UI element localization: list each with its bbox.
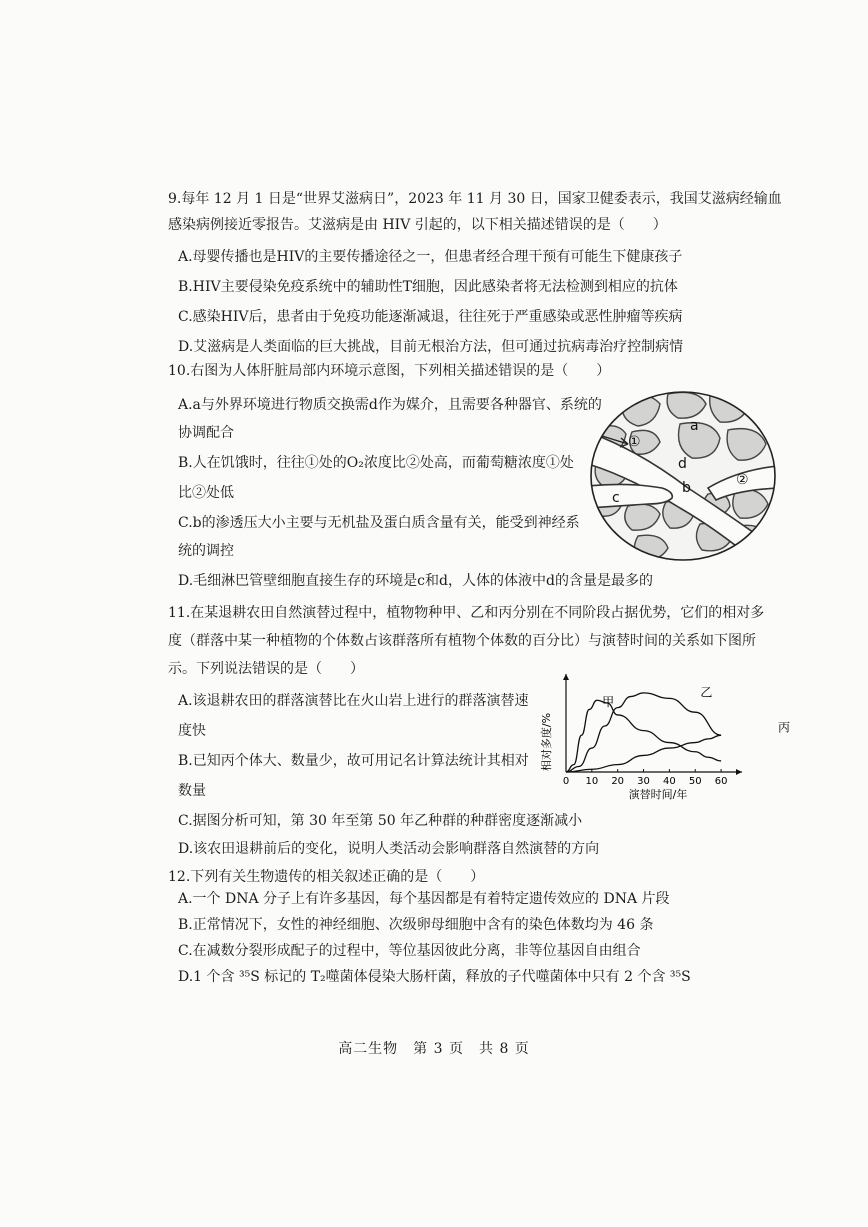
q11-stem-line1: 11.在某退耕农田自然演替过程中，植物物种甲、乙和丙分别在不同阶段占据优势，它们的相对多 xyxy=(168,605,765,621)
label-d: d xyxy=(678,456,687,472)
label-circle-1: ① xyxy=(628,434,641,450)
chart-x-tick-label: 20 xyxy=(611,776,625,787)
chart-x-tick-label: 10 xyxy=(585,776,599,787)
chart-series-line-3 xyxy=(566,735,721,772)
chart-series-line-1 xyxy=(566,700,721,772)
chart-x-tick-label: 50 xyxy=(688,776,702,787)
chart-y-axis-label: 相对多度/% xyxy=(540,712,553,772)
q10-stem: 10.右图为人体肝脏局部内环境示意图，下列相关描述错误的是（ ） xyxy=(168,363,611,379)
q11-stem-line2: 度（群落中某一种植物的个体数占该群落所有植物个体数的百分比）与演替时间的关系如下图所 xyxy=(168,633,756,649)
q9-option-d: D.艾滋病是人类面临的巨大挑战，目前无根治方法，但可通过抗病毒治疗控制病情 xyxy=(178,339,684,355)
q9-stem-line1: 9.每年 12 月 1 日是“世界艾滋病日”，2023 年 11 月 30 日，国家卫健委表示，我国艾滋病经输血 xyxy=(168,191,782,207)
q9-option-b: B.HIV主要侵染免疫系统中的辅助性T细胞，因此感染者将无法检测到相应的抗体 xyxy=(178,279,678,295)
liver-tissue-diagram xyxy=(588,390,778,562)
chart-x-axis-label: 演替时间/年 xyxy=(628,788,688,801)
q10-option-c-line2: 统的调控 xyxy=(178,543,234,559)
q11-stem-line3: 示。下列说法错误的是（ ） xyxy=(168,661,364,677)
q10-option-b-line1: B.人在饥饿时，往往①处的O₂浓度比②处高，而葡萄糖浓度①处 xyxy=(178,455,574,471)
chart-series-label-1: 甲 xyxy=(602,694,615,709)
chart-x-tick-label: 30 xyxy=(637,776,650,787)
q10-option-c-line1: C.b的渗透压大小主要与无机盐及蛋白质含量有关，能受到神经系 xyxy=(178,515,580,531)
q12-stem: 12.下列有关生物遗传的相关叙述正确的是（ ） xyxy=(168,869,485,885)
succession-line-chart xyxy=(538,670,790,805)
q9-stem-line2: 感染病例接近零报告。艾滋病是由 HIV 引起的，以下相关描述错误的是（ ） xyxy=(168,217,667,233)
q11-option-d: D.该农田退耕前后的变化，说明人类活动会影响群落自然演替的方向 xyxy=(178,841,600,857)
q11-option-b-line1: B.已知丙个体大、数量少，故可用记名计算法统计其相对 xyxy=(178,753,529,769)
page-footer: 高二生物 第 3 页 共 8 页 xyxy=(338,1041,530,1057)
q9-option-a: A.母婴传播也是HIV的主要传播途径之一，但患者经合理干预有可能生下健康孩子 xyxy=(178,249,683,265)
q11-option-b-line2: 数量 xyxy=(178,783,206,799)
label-b: b xyxy=(682,480,691,496)
chart-series-label-2: 乙 xyxy=(700,685,713,700)
q11-option-c: C.据图分析可知，第 30 年至第 50 年乙种群的种群密度逐渐减小 xyxy=(178,813,583,829)
q11-option-a-line1: A.该退耕农田的群落演替比在火山岩上进行的群落演替速 xyxy=(178,693,529,709)
q10-option-a-line2: 协调配合 xyxy=(178,425,234,441)
q10-option-a-line1: A.a与外界环境进行物质交换需d作为媒介，且需要各种器官、系统的 xyxy=(178,397,602,413)
chart-x-tick-label: 0 xyxy=(562,776,570,787)
q10-option-d: D.毛细淋巴管壁细胞直接生存的环境是c和d，人体的体液中d的含量是最多的 xyxy=(178,573,653,589)
q12-option-a: A.一个 DNA 分子上有许多基因，每个基因都是有着特定遗传效应的 DNA 片段 xyxy=(178,891,670,907)
q9-option-c: C.感染HIV后，患者由于免疫功能逐渐减退，往往死于严重感染或恶性肿瘤等疾病 xyxy=(178,309,683,325)
chart-y-arrow xyxy=(563,674,569,680)
q12-option-c: C.在减数分裂形成配子的过程中，等位基因彼此分离，非等位基因自由组合 xyxy=(178,943,641,959)
chart-x-arrow xyxy=(736,769,742,775)
label-circle-2: ② xyxy=(736,472,749,488)
q10-option-b-line2: 比②处低 xyxy=(178,485,234,501)
hepatocyte-cells xyxy=(588,390,778,562)
q12-option-d: D.1 个含 ³⁵S 标记的 T₂噬菌体侵染大肠杆菌，释放的子代噬菌体中只有 2 个含 ³⁵S xyxy=(178,969,691,985)
chart-x-tick-label: 60 xyxy=(714,776,728,787)
chart-series-line-2 xyxy=(566,693,721,772)
q12-option-b: B.正常情况下，女性的神经细胞、次级卵母细胞中含有的染色体数均为 46 条 xyxy=(178,917,654,933)
chart-x-tick-label: 40 xyxy=(663,776,676,787)
chart-series-label-3: 丙 xyxy=(777,720,790,735)
label-c: c xyxy=(612,490,620,506)
q11-option-a-line2: 度快 xyxy=(178,723,206,739)
label-a: a xyxy=(690,418,699,434)
